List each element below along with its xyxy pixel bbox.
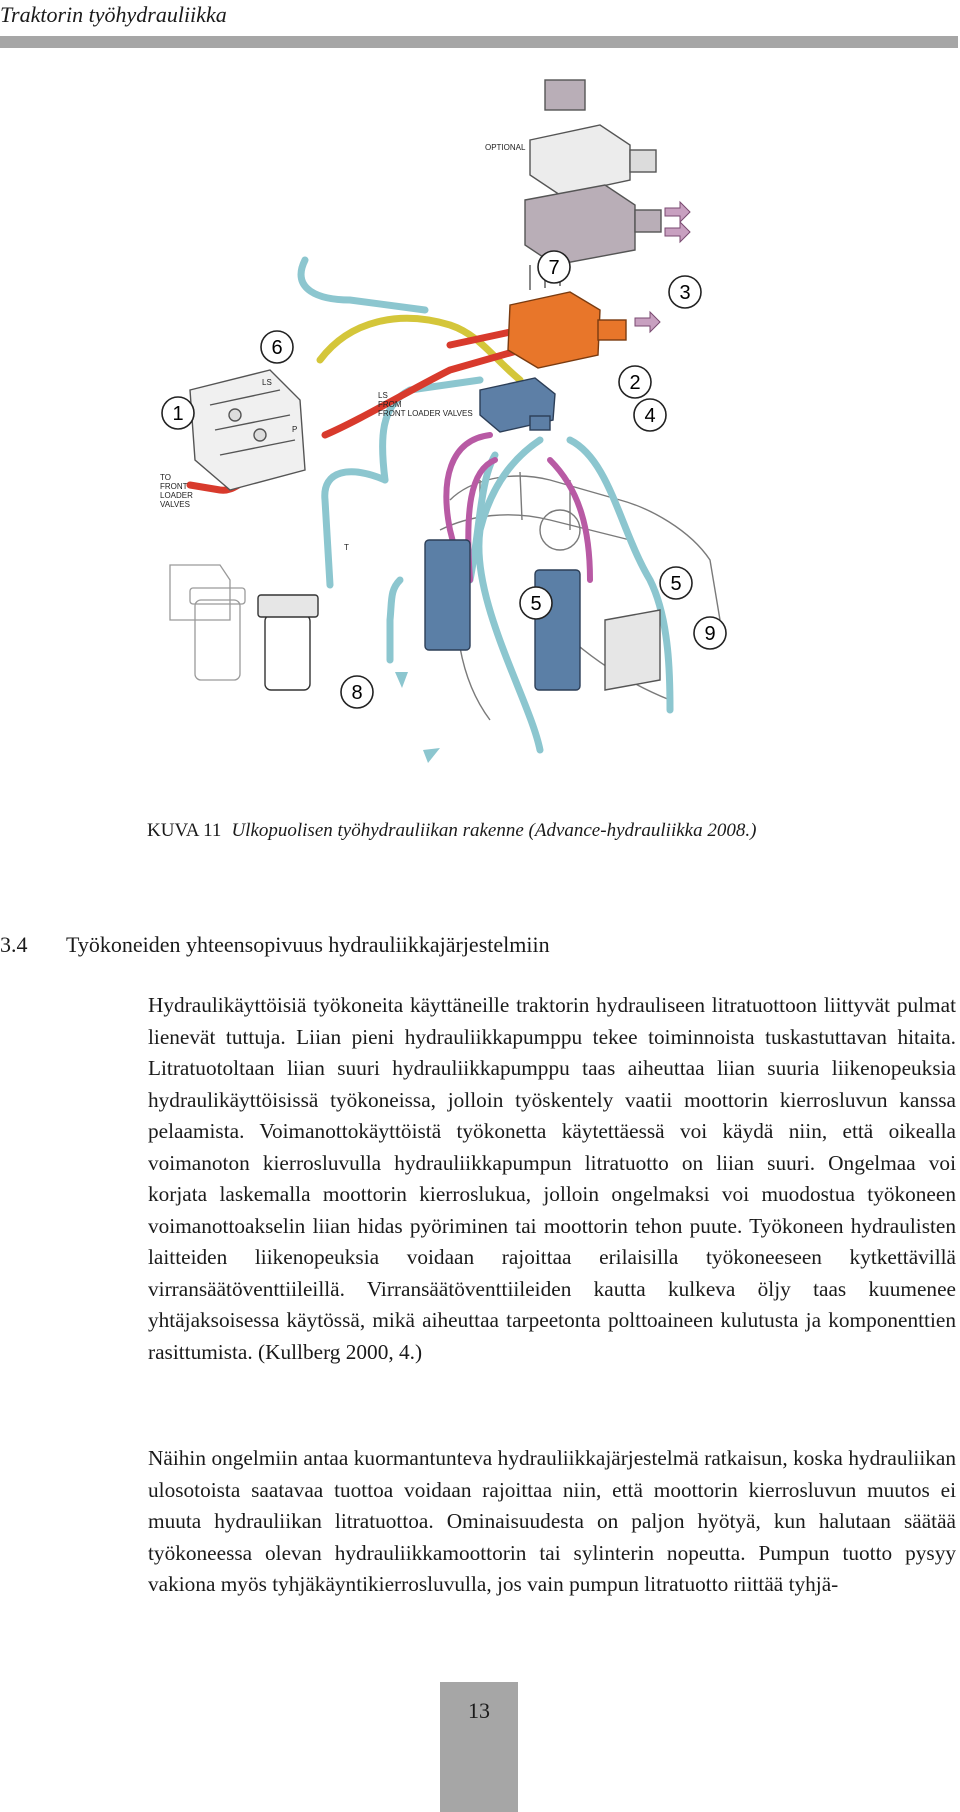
label-optional: OPTIONAL — [485, 143, 526, 152]
svg-text:2: 2 — [629, 372, 641, 394]
label-from: FROM — [378, 400, 402, 409]
callout-6 — [261, 331, 293, 363]
ls-line — [320, 318, 520, 380]
label-valves: VALVES — [160, 500, 190, 509]
caption-text: Ulkopuolisen työhydrauliikan rakenne (Advance-hydrauliikka 2008.) — [231, 820, 757, 841]
label-ls: LS — [262, 378, 272, 387]
svg-text:6: 6 — [271, 337, 283, 359]
coupling-bracket — [605, 610, 660, 690]
body-paragraph-1: Hydraulikäyttöisiä työkoneita käyttäneille traktorin hydrauliseen litratuottoon liittyvät pulmat lienevät tuttuja. Liian pieni hydrauliikkapumppu tekee toiminnoista tuskastuttavan hitaita. Litratuotoltaan liian suuri hydrauliikkapumppu taas aiheuttaa liian suuria liikenopeuksia hydraulikäyttöisissä työkoneissa, jolloin työskentely vaatii moottorin kierrosluvun kanssa pelaamista. Voimanottokäyttöistä työkonetta käytettäessä voi käydä niin, että oikealla voimanoton kierrosluvulla hydrauliikkapumpun litratuotto on liian suuri. Ongelmaa voi korjata laskemalla moottorin kierroslukua, jolloin ongelmaksi voi muodostua työkoneen voimanottoakselin liian hidas pyöriminen tai moottorin tehon puute. Työkoneen hydraulisten laitteiden liikenopeuksia voidaan rajoittaa erilaisilla työkoneeseen kytkettävillä virransäätöventtiileillä. Virransäätöventtiileiden kautta kulkeva öljy taas kuumenee yhtäjaksoisessa käytössä, mikä aiheuttaa tarpeetonta polttoaineen kulutusta ja komponenttien rasittumista. (Kullberg 2000, 4.) — [148, 993, 956, 1364]
page-number: 13 — [468, 1698, 490, 1723]
svg-text:1: 1 — [172, 403, 184, 425]
drain-arrows — [395, 672, 440, 763]
callout-5b — [660, 567, 692, 599]
svg-text:5: 5 — [530, 593, 542, 615]
svg-text:9: 9 — [704, 623, 716, 645]
hydraulics-diagram — [150, 60, 770, 780]
caption-label: KUVA 11 — [147, 820, 222, 841]
section-number: 3.4 — [0, 932, 28, 957]
label-front: FRONT — [160, 482, 188, 491]
label-to: TO — [160, 473, 171, 482]
inline-filter — [258, 595, 318, 690]
label-ls-from: LS — [378, 391, 388, 400]
svg-text:5: 5 — [670, 573, 682, 595]
svg-text:4: 4 — [644, 405, 656, 427]
callout-7 — [538, 251, 570, 283]
callout-1 — [162, 397, 194, 429]
label-loader: LOADER — [160, 491, 193, 500]
callout-3 — [669, 276, 701, 308]
callout-9 — [694, 617, 726, 649]
section-heading — [0, 932, 550, 958]
filter-sketch — [170, 565, 245, 680]
svg-text:7: 7 — [548, 257, 560, 279]
callout-8 — [341, 676, 373, 708]
cylinders — [425, 540, 580, 690]
optional-valves — [525, 80, 661, 265]
callout-5a — [520, 587, 552, 619]
blue-valve-block — [480, 378, 555, 432]
page-number-box — [440, 1682, 518, 1812]
label-t: T — [344, 543, 349, 552]
front-loader-valve — [190, 370, 305, 490]
body-paragraph-2: Näihin ongelmiin antaa kuormantunteva hydrauliikkajärjestelmä ratkaisun, koska hydrauliikan ulosotoista saatavaa tuottoa voidaan rajoittaa niin, että moottorin kierrosluvun muutos ei muuta hydrauliikan litratuottoa. Ominaisuudesta on paljon hyötyä, kun halutaan säätää työkoneessa olevan hydrauliikkamoottorin tai sylinterin nopeutta. Pumpun tuotto pysyy vakiona myös tyhjäkäyntikierrosluvulla, jos vain pumpun litratuotto riittää tyhjä- — [148, 1446, 956, 1596]
hydraulics-figure — [150, 60, 770, 780]
label-p: P — [292, 425, 298, 434]
running-header: Traktorin työhydrauliikka — [0, 2, 227, 27]
header-rule — [0, 36, 958, 48]
label-front-loader-valves: FRONT LOADER VALVES — [378, 409, 473, 418]
section-title: Työkoneiden yhteensopivuus hydrauliikkajärjestelmiin — [66, 932, 550, 957]
figure-caption — [147, 820, 756, 842]
callout-4 — [634, 399, 666, 431]
callout-2 — [619, 366, 651, 398]
svg-text:3: 3 — [679, 282, 691, 304]
svg-text:8: 8 — [351, 682, 363, 704]
